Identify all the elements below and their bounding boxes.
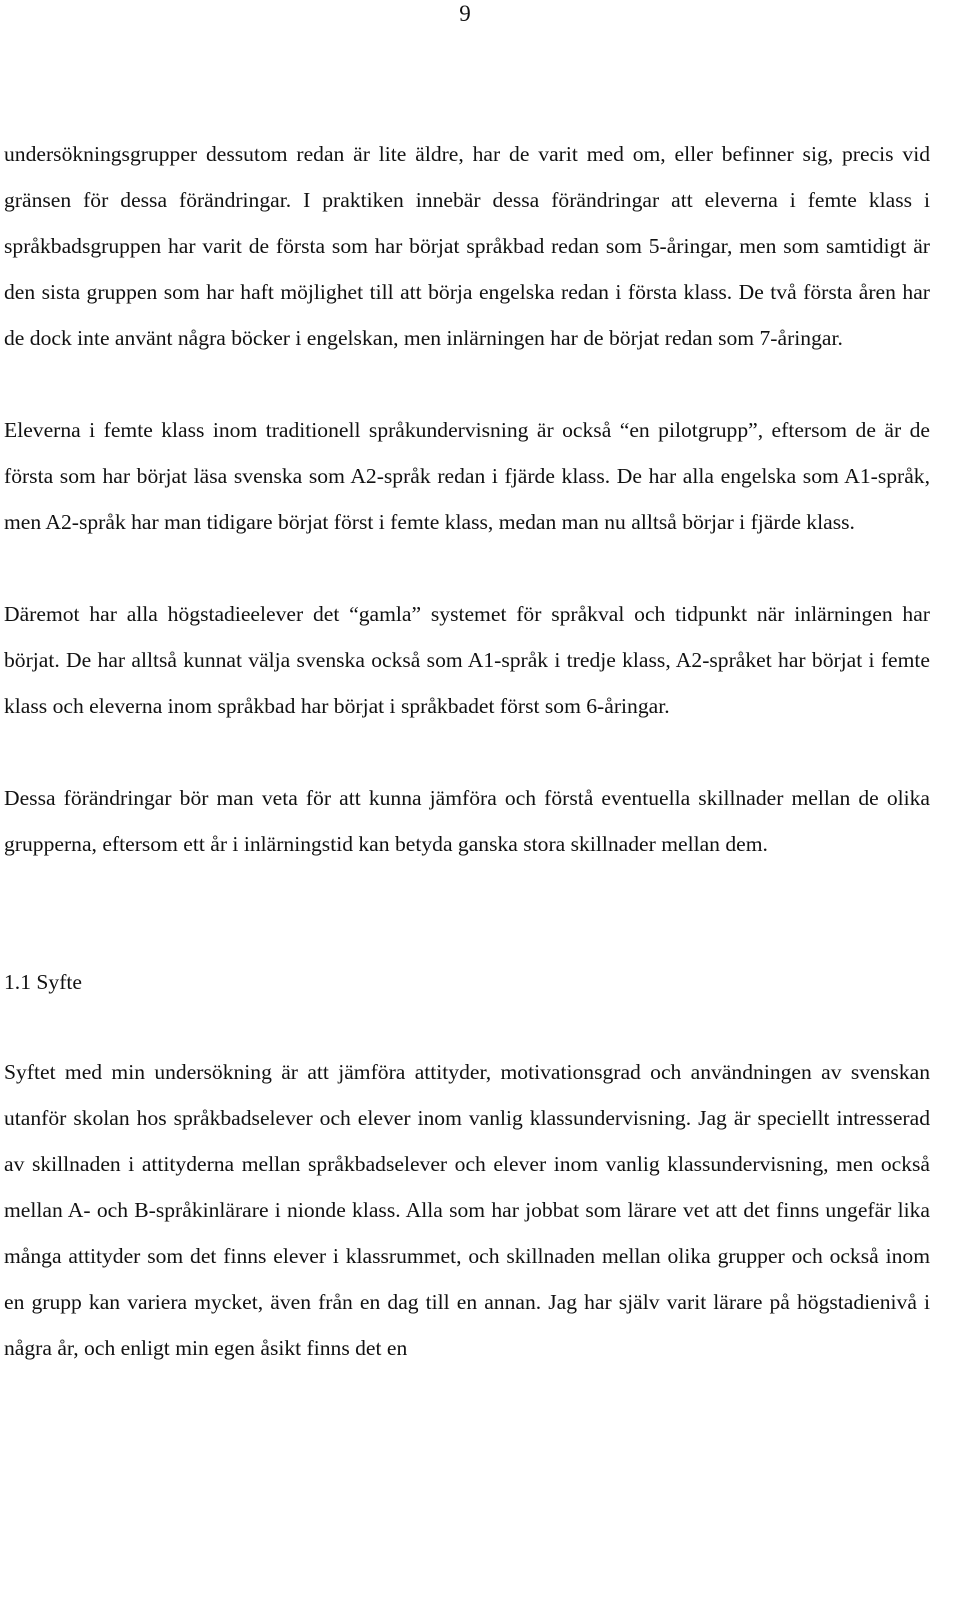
paragraph-3: Däremot har alla högstadieelever det “gamla” systemet för språkval och tidpunkt när inlärningen har börjat. De har alltså kunnat välja svenska också som A1-språk i tredje klass, A2-språket har börjat i femte klass och eleverna inom språkbad har börjat i språkbadet först som 6-åringar.	[4, 602, 930, 718]
document-body	[4, 131, 930, 1371]
paragraph-1: undersökningsgrupper dessutom redan är lite äldre, har de varit med om, eller befinner sig, precis vid gränsen för dessa förändringar. I praktiken innebär dessa förändringar att eleverna i femte klass i språkbadsgruppen har varit de första som har börjat språkbad redan som 5-åringar, men som samtidigt är den sista gruppen som har haft möjlighet till att börja engelska redan i första klass. De två första åren har de dock inte använt några böcker i engelskan, men inlärningen har de börjat redan som 7-åringar.	[4, 142, 930, 350]
section-paragraph: Syftet med min undersökning är att jämföra attityder, motivationsgrad och användningen av svenskan utanför skolan hos språkbadselever och elever inom vanlig klassundervisning. Jag är speciellt intresserad av skillnaden i attityderna mellan språkbadselever och elever inom vanlig klassundervisning, men också mellan A- och B-språkinlärare i nionde klass. Alla som har jobbat som lärare vet att det finns ungefär lika många attityder som det finns elever i klassrummet, och skillnaden mellan olika grupper och också inom en grupp kan variera mycket, även från en dag till en annan. Jag har själv varit lärare på högstadienivå i några år, och enligt min egen åsikt finns det en	[4, 1060, 930, 1360]
paragraph-2: Eleverna i femte klass inom traditionell språkundervisning är också “en pilotgrupp”, eftersom de är de första som har börjat läsa svenska som A2-språk redan i fjärde klass. De har alla engelska som A1-språk, men A2-språk har man tidigare börjat först i femte klass, medan man nu alltså börjar i fjärde klass.	[4, 418, 930, 534]
page-number: 9	[459, 1, 471, 26]
section-heading: 1.1 Syfte	[4, 970, 82, 994]
paragraph-4: Dessa förändringar bör man veta för att kunna jämföra och förstå eventuella skillnader mellan de olika grupperna, eftersom ett år i inlärningstid kan betyda ganska stora skillnader mellan dem.	[4, 786, 930, 856]
